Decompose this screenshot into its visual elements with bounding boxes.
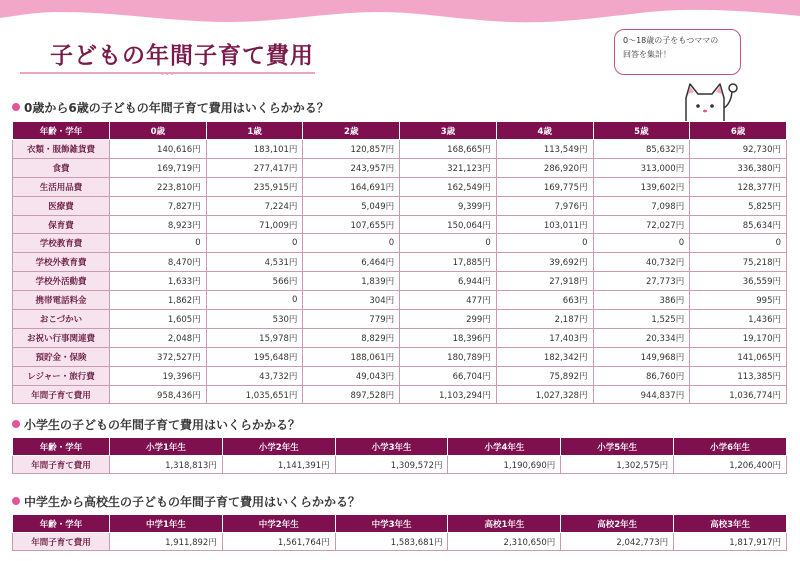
row-label: 生活用品費 bbox=[13, 177, 110, 196]
row-label: レジャー・旅行費 bbox=[13, 366, 110, 385]
table-row bbox=[13, 253, 787, 272]
row-label: 預貯金・保険 bbox=[13, 347, 110, 366]
cost-cell: 75,218円 bbox=[690, 253, 787, 272]
cost-cell: 6,944円 bbox=[400, 272, 497, 291]
cost-cell: 0 bbox=[206, 291, 303, 310]
cost-cell: 27,918円 bbox=[496, 272, 593, 291]
cost-cell: 566円 bbox=[206, 272, 303, 291]
section3-heading bbox=[12, 493, 360, 510]
cost-cell: 0 bbox=[496, 234, 593, 253]
column-header: 小学1年生 bbox=[110, 438, 223, 456]
cost-cell: 15,978円 bbox=[206, 328, 303, 347]
cost-cell: 1,561,764円 bbox=[222, 533, 335, 551]
speech-bubble-line2: 回答を集計！ bbox=[623, 50, 671, 59]
section1-heading-text: 0歳から6歳の子どもの年間子育て費用はいくらかかる？ bbox=[24, 101, 329, 115]
table-row bbox=[13, 158, 787, 177]
column-header: 1歳 bbox=[206, 122, 303, 140]
cost-cell: 180,789円 bbox=[400, 347, 497, 366]
cost-cell: 183,101円 bbox=[206, 140, 303, 159]
cost-cell: 223,810円 bbox=[110, 177, 207, 196]
column-header: 小学6年生 bbox=[674, 438, 787, 456]
column-header: 5歳 bbox=[593, 122, 690, 140]
column-header: 小学2年生 bbox=[222, 438, 335, 456]
cost-cell: 0 bbox=[400, 234, 497, 253]
cost-cell: 0 bbox=[593, 234, 690, 253]
elementary-cost-table bbox=[12, 437, 787, 474]
table-row bbox=[13, 385, 787, 404]
table-row bbox=[13, 177, 787, 196]
cost-cell: 1,436円 bbox=[690, 310, 787, 329]
cost-cell: 0 bbox=[110, 234, 207, 253]
cost-cell: 1,605円 bbox=[110, 310, 207, 329]
row-label: 食費 bbox=[13, 158, 110, 177]
section2-heading bbox=[12, 416, 300, 433]
cost-cell: 299円 bbox=[400, 310, 497, 329]
cost-cell: 8,470円 bbox=[110, 253, 207, 272]
section3-heading-text: 中学生から高校生の子どもの年間子育て費用はいくらかかる？ bbox=[24, 495, 361, 509]
cost-cell: 7,224円 bbox=[206, 196, 303, 215]
row-label: 医療費 bbox=[13, 196, 110, 215]
cost-cell: 530円 bbox=[206, 310, 303, 329]
cost-cell: 18,396円 bbox=[400, 328, 497, 347]
table-row bbox=[13, 272, 787, 291]
column-header: 6歳 bbox=[690, 122, 787, 140]
row-label: 保育費 bbox=[13, 215, 110, 234]
cost-cell: 995円 bbox=[690, 291, 787, 310]
cost-cell: 8,829円 bbox=[303, 328, 400, 347]
column-header: 高校1年生 bbox=[448, 515, 561, 533]
cost-cell: 1,525円 bbox=[593, 310, 690, 329]
cost-cell: 4,531円 bbox=[206, 253, 303, 272]
table-row bbox=[13, 291, 787, 310]
cost-cell: 321,123円 bbox=[400, 158, 497, 177]
table-row bbox=[13, 196, 787, 215]
cost-cell: 5,825円 bbox=[690, 196, 787, 215]
cost-cell: 128,377円 bbox=[690, 177, 787, 196]
cost-cell: 107,655円 bbox=[303, 215, 400, 234]
cost-cell: 27,773円 bbox=[593, 272, 690, 291]
cost-cell: 2,310,650円 bbox=[448, 533, 561, 551]
row-label: 学校教育費 bbox=[13, 234, 110, 253]
cost-cell: 72,027円 bbox=[593, 215, 690, 234]
table-row bbox=[13, 140, 787, 159]
cost-cell: 75,892円 bbox=[496, 366, 593, 385]
cost-cell: 19,396円 bbox=[110, 366, 207, 385]
section2-heading-text: 小学生の子どもの年間子育て費用はいくらかかる？ bbox=[24, 418, 301, 432]
cost-cell: 477円 bbox=[400, 291, 497, 310]
cost-cell: 92,730円 bbox=[690, 140, 787, 159]
cost-cell: 0 bbox=[206, 234, 303, 253]
table-row bbox=[13, 366, 787, 385]
cost-cell: 7,827円 bbox=[110, 196, 207, 215]
table-header-row bbox=[13, 438, 787, 456]
speech-bubble-line1: 0〜18歳の子をもつママの bbox=[623, 36, 719, 45]
cost-cell: 0 bbox=[303, 234, 400, 253]
cost-cell: 195,648円 bbox=[206, 347, 303, 366]
cost-cell: 304円 bbox=[303, 291, 400, 310]
cost-cell: 149,968円 bbox=[593, 347, 690, 366]
column-header: 中学1年生 bbox=[110, 515, 223, 533]
cost-cell: 8,923円 bbox=[110, 215, 207, 234]
cost-cell: 2,042,773円 bbox=[561, 533, 674, 551]
cost-cell: 85,634円 bbox=[690, 215, 787, 234]
row-label: おこづかい bbox=[13, 310, 110, 329]
cost-cell: 313,000円 bbox=[593, 158, 690, 177]
column-header: 小学4年生 bbox=[448, 438, 561, 456]
cost-cell: 1,206,400円 bbox=[674, 456, 787, 474]
cost-cell: 1,583,681円 bbox=[335, 533, 448, 551]
cost-cell: 169,719円 bbox=[110, 158, 207, 177]
cost-cell: 141,065円 bbox=[690, 347, 787, 366]
cost-cell: 1,027,328円 bbox=[496, 385, 593, 404]
cost-cell: 663円 bbox=[496, 291, 593, 310]
column-header: 高校2年生 bbox=[561, 515, 674, 533]
cost-cell: 7,098円 bbox=[593, 196, 690, 215]
table-row bbox=[13, 310, 787, 329]
cost-cell: 2,187円 bbox=[496, 310, 593, 329]
section-bullet-icon bbox=[12, 420, 20, 428]
age-0-6-cost-table bbox=[12, 121, 787, 404]
cost-cell: 188,061円 bbox=[303, 347, 400, 366]
cost-cell: 40,732円 bbox=[593, 253, 690, 272]
cost-cell: 897,528円 bbox=[303, 385, 400, 404]
junior-high-high-school-cost-table bbox=[12, 514, 787, 551]
section1-heading bbox=[12, 99, 329, 116]
table-header-row bbox=[13, 515, 787, 533]
cost-cell: 6,464円 bbox=[303, 253, 400, 272]
cost-cell: 1,862円 bbox=[110, 291, 207, 310]
column-header: 年齢・学年 bbox=[13, 438, 110, 456]
table-row bbox=[13, 456, 787, 474]
cost-cell: 1,302,575円 bbox=[561, 456, 674, 474]
cost-cell: 162,549円 bbox=[400, 177, 497, 196]
column-header: 2歳 bbox=[303, 122, 400, 140]
speech-bubble bbox=[614, 29, 741, 75]
table-row bbox=[13, 234, 787, 253]
cost-cell: 1,190,690円 bbox=[448, 456, 561, 474]
cost-cell: 17,885円 bbox=[400, 253, 497, 272]
row-label: 学校外活動費 bbox=[13, 272, 110, 291]
cost-cell: 49,043円 bbox=[303, 366, 400, 385]
cost-cell: 944,837円 bbox=[593, 385, 690, 404]
cost-cell: 17,403円 bbox=[496, 328, 593, 347]
row-label: お祝い行事関連費 bbox=[13, 328, 110, 347]
row-label: 学校外教育費 bbox=[13, 253, 110, 272]
row-label: 年間子育て費用 bbox=[13, 385, 110, 404]
section-bullet-icon bbox=[12, 497, 20, 505]
cost-cell: 113,385円 bbox=[690, 366, 787, 385]
column-header: 3歳 bbox=[400, 122, 497, 140]
table-row bbox=[13, 347, 787, 366]
cost-cell: 386円 bbox=[593, 291, 690, 310]
cost-cell: 150,064円 bbox=[400, 215, 497, 234]
cost-cell: 336,380円 bbox=[690, 158, 787, 177]
cost-cell: 235,915円 bbox=[206, 177, 303, 196]
cost-cell: 1,318,813円 bbox=[110, 456, 223, 474]
cost-cell: 0 bbox=[690, 234, 787, 253]
cost-cell: 1,141,391円 bbox=[222, 456, 335, 474]
cost-cell: 1,103,294円 bbox=[400, 385, 497, 404]
cost-cell: 779円 bbox=[303, 310, 400, 329]
cost-cell: 1,911,892円 bbox=[110, 533, 223, 551]
column-header: 中学2年生 bbox=[222, 515, 335, 533]
cost-cell: 286,920円 bbox=[496, 158, 593, 177]
cost-cell: 1,817,917円 bbox=[674, 533, 787, 551]
cost-cell: 5,049円 bbox=[303, 196, 400, 215]
title-dots-decoration: ••• bbox=[160, 70, 175, 79]
cost-cell: 182,342円 bbox=[496, 347, 593, 366]
section-bullet-icon bbox=[12, 103, 20, 111]
column-header: 年齢・学年 bbox=[13, 515, 110, 533]
cost-cell: 7,976円 bbox=[496, 196, 593, 215]
table-header-row bbox=[13, 122, 787, 140]
cost-cell: 39,692円 bbox=[496, 253, 593, 272]
cost-cell: 139,602円 bbox=[593, 177, 690, 196]
cat-mascot-icon bbox=[676, 76, 740, 126]
cost-cell: 2,048円 bbox=[110, 328, 207, 347]
row-label: 衣類・服飾雑貨費 bbox=[13, 140, 110, 159]
cost-cell: 113,549円 bbox=[496, 140, 593, 159]
cost-cell: 958,436円 bbox=[110, 385, 207, 404]
table-row bbox=[13, 215, 787, 234]
cost-cell: 19,170円 bbox=[690, 328, 787, 347]
cost-cell: 36,559円 bbox=[690, 272, 787, 291]
cost-cell: 43,732円 bbox=[206, 366, 303, 385]
column-header: 小学3年生 bbox=[335, 438, 448, 456]
cost-cell: 86,760円 bbox=[593, 366, 690, 385]
cost-cell: 71,009円 bbox=[206, 215, 303, 234]
cost-cell: 164,691円 bbox=[303, 177, 400, 196]
cost-cell: 168,665円 bbox=[400, 140, 497, 159]
row-label: 年間子育て費用 bbox=[13, 456, 110, 474]
column-header: 4歳 bbox=[496, 122, 593, 140]
cost-cell: 1,036,774円 bbox=[690, 385, 787, 404]
cost-cell: 20,334円 bbox=[593, 328, 690, 347]
column-header: 小学5年生 bbox=[561, 438, 674, 456]
cost-cell: 1,839円 bbox=[303, 272, 400, 291]
cost-cell: 85,632円 bbox=[593, 140, 690, 159]
column-header: 年齢・学年 bbox=[13, 122, 110, 140]
row-label: 年間子育て費用 bbox=[13, 533, 110, 551]
cost-cell: 120,857円 bbox=[303, 140, 400, 159]
column-header: 高校3年生 bbox=[674, 515, 787, 533]
row-label: 携帯電話料金 bbox=[13, 291, 110, 310]
cost-cell: 1,035,651円 bbox=[206, 385, 303, 404]
cost-cell: 103,011円 bbox=[496, 215, 593, 234]
cost-cell: 277,417円 bbox=[206, 158, 303, 177]
cost-cell: 66,704円 bbox=[400, 366, 497, 385]
column-header: 中学3年生 bbox=[335, 515, 448, 533]
cost-cell: 169,775円 bbox=[496, 177, 593, 196]
cost-cell: 372,527円 bbox=[110, 347, 207, 366]
table-row bbox=[13, 533, 787, 551]
page-title: 子どもの年間子育て費用 bbox=[50, 43, 314, 69]
cost-cell: 140,616円 bbox=[110, 140, 207, 159]
cost-cell: 9,399円 bbox=[400, 196, 497, 215]
cost-cell: 243,957円 bbox=[303, 158, 400, 177]
cost-cell: 1,633円 bbox=[110, 272, 207, 291]
column-header: 0歳 bbox=[110, 122, 207, 140]
table-row bbox=[13, 328, 787, 347]
cost-cell: 1,309,572円 bbox=[335, 456, 448, 474]
